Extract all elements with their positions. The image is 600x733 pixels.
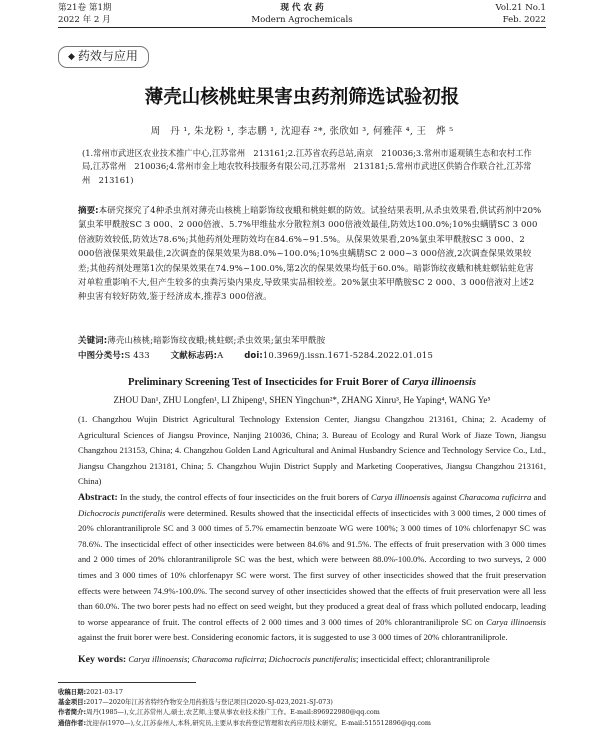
keyword: Characoma ruficirra — [191, 654, 265, 664]
title-en-main: Preliminary Screening Test of Insecticides for Fruit Borer of — [127, 377, 403, 388]
doc-code-value: A — [217, 350, 224, 360]
section-tag-label: 药效与应用 — [77, 49, 138, 63]
article-title-en — [58, 377, 546, 388]
abstract-cn-text: 本研究探究了4种杀虫剂对薄壳山核桃上暗影饰纹夜蛾和桃蛀螟的防效。试验结果表明,从杀虫效果看,供试药剂中20%氯虫苯甲酰胺SC 3 000、2 000倍液、5.7%甲维盐水分散粒剂3 000倍液效最佳,防效达100.0%;10%虫螨腈SC 3 000倍液防效较低,防效达78.6%;其他药剂处理防效均在84.6%~91.5%。从保果效果看,20%氯虫苯甲酰胺SC 3 000、2 000倍液保果效果最佳,2次调查的保果效果为88.0%~100.0%;10%虫螨腈SC 2 000~3 000倍液,2次调查保果效果较差;其他药剂处理第1次的保果效果在74.9%~100.0%,第2次的保果效果均低于60.0%。暗影饰纹夜蛾和桃蛀螟钻蛀危害对单粒重影响不大,但产生较多的虫粪污染内果皮,导致果实品相较差。20%氯虫苯甲酰胺SC 2 000、3 000倍液对上述2种虫害有较好防效,鉴于经济成本,推荐3 000倍液。 — [78, 205, 542, 302]
keywords-en: Key words: Carya illinoensis; Characoma ruficirra; Dichocrocis punctiferalis; insecticidal effect; chlorantraniliprole — [78, 654, 490, 665]
abstract-en-text-4: were determined. Results showed that the insecticidal effects of insecticides with 3 000 times, 2 000 times of 20% chlorantraniliprole SC and 3 000 times of 5.7% emamectin benzoate WG were 100%; 3 000 times of 10% chlorfenapyr SC was 78.6%. The insecticidal effect of other insecticides were between 84.6% and 91.5%. The effects of fruit preservation with 3 000 times and 2 000 times of 20% chlorantraniliprole SC was the best, which were between 88.0%-100.0%. According to two surveys, 2 000 times and 3 000 times of 10% chlorfenapyr SC were worst. The first survey of other insecticides showed that the fruit preservation effects were between 74.9%-100.0%. The second survey of other insecticides showed that the effects of fruit preservation were all less than 60.0%. The two borer pests had no effect on seed weight, but they produced a great deal of frass which polluted endocarp, leading to worse appearance of fruit. The control effects of 2 000 times and 3 000 times of 20% chlorantraniliprole SC on — [78, 507, 546, 627]
date-en: Feb. 2022 — [502, 15, 546, 25]
species-name: Carya illinoensis — [370, 492, 431, 502]
journal-name-en: Modern Agrochemicals — [251, 15, 353, 25]
volume-en: Vol.21 No.1 — [495, 3, 546, 13]
doi-value: 10.3969/j.issn.1671-5284.2022.01.015 — [262, 350, 433, 360]
article-meta-cn — [78, 348, 542, 362]
authors-cn: 周 丹 ¹, 朱龙粉 ¹, 李志鹏 ¹, 沈迎春 ²*, 张欣如 ³, 何雅萍 ⁴, 王 烨 ⁵ — [150, 126, 454, 137]
footnote-text: 沈迎春(1970—),女,江苏泰州人,本科,研究员,主要从事农药登记管理和农药应用技术研究。E-mail:515512896@qq.com — [86, 718, 431, 727]
affiliations-cn: (1.常州市武进区农业技术推广中心,江苏常州 213161;2.江苏省农药总站,南京 210036;3.常州市遥观镇生态和农村工作局,江苏常州 210036;4.常州市金上地农牧科技服务有限公司,江苏常州 213181;5.常州市武进区供销合作联合社,江苏常州 213161) — [82, 148, 532, 185]
footnote-label: 作者简介: — [58, 708, 87, 717]
authors-en: ZHOU Dan¹, ZHU Longfen¹, LI Zhipeng¹, SHEN Yingchun²*, ZHANG Xinru³, He Yaping⁴, WANG Ye⁵ — [113, 395, 491, 405]
footnote-text: 2017—2020年江苏省特经作物安全用药推选与登记项目(2020-SJ-023,2021-SJ-073) — [86, 698, 333, 707]
footnote-label: 收稿日期: — [58, 688, 87, 696]
abstract-en-text-1: In the study, the control effects of four insecticides on the fruit borers of — [117, 492, 371, 502]
footnote-label: 基金项目: — [58, 698, 87, 707]
affiliations-en: (1. Changzhou Wujin District Agricultural Technology Extension Center, Jiangsu Changzhou 213161, China; 2. Academy of Agricultural Sciences of Jiangsu Province, Nanjing 210036, China; 3. Bureau of Ecology and Rural Work of Jiaze Town, Jiangsu Changzhou 213153, China; 4. Changzhou Golden Land Agricultural and Animal Husbandry Science and Technology Service Co., Ltd., Jiangsu Changzhou 213181, China; 5. Changzhou Wujin District Supply and Marketing Cooperatives, Jiangsu Changzhou 213161, China) — [78, 414, 546, 487]
footnote-author — [58, 707, 560, 717]
keywords-cn-text: 薄壳山核桃;暗影饰纹夜蛾;桃蛀螟;杀虫效果;氯虫苯甲酰胺 — [107, 335, 326, 345]
header-rule — [58, 27, 546, 28]
footnote-rule — [58, 682, 196, 683]
keyword: Dichocrocis punctiferalis — [268, 654, 357, 664]
species-name: Carya illinoensis — [486, 616, 546, 627]
footnote-corresponding — [58, 718, 560, 728]
clc-value: S 433 — [124, 350, 150, 360]
abstract-en — [78, 490, 546, 646]
keyword: Carya illinoensis — [128, 654, 188, 664]
date-cn: 2022 年 2 月 — [58, 15, 111, 25]
footnote-funding — [58, 697, 560, 707]
diamond-icon: ◆ — [68, 52, 75, 62]
abstract-en-text-3: and — [531, 492, 546, 502]
journal-name-cn: 现 代 农 药 — [280, 3, 324, 13]
abstract-en-text-2: against — [430, 492, 459, 502]
abstract-en-text-5: against the fruit borer were best. Considering economic factors, it is suggested to use 3 000 times of 20% chlorantraniliprole. — [78, 632, 508, 643]
abstract-cn — [78, 203, 542, 304]
volume-cn: 第21卷 第1期 — [58, 3, 112, 13]
species-name: Dichocrocis punctiferalis — [78, 507, 166, 518]
abstract-cn-label: 摘要: — [78, 205, 99, 215]
keywords-en-rest: ; insecticidal effect; chlorantraniliprole — [356, 654, 490, 664]
species-name: Characoma ruficirra — [458, 492, 532, 502]
doc-code-label: 文献标志码: — [170, 350, 218, 360]
abstract-en-label: Abstract: — [78, 492, 118, 503]
article-title-cn: 薄壳山核桃蛀果害虫药剂筛选试验初报 — [144, 87, 460, 108]
footnotes — [58, 687, 560, 728]
doi-label: doi: — [244, 350, 263, 360]
footnote-text: 2021-03-17 — [86, 688, 123, 696]
footnote-received — [58, 687, 560, 697]
footnote-text: 周丹(1985—),女,江苏常州人,硕士,农艺师,主要从事农业技术推广工作。E-mail:896922980@qq.com — [86, 708, 380, 717]
keywords-en-label: Key words: — [78, 654, 127, 665]
clc-label: 中图分类号: — [78, 350, 125, 360]
keywords-cn-label: 关键词: — [78, 335, 108, 345]
keywords-cn — [78, 333, 542, 347]
title-en-species: Carya illinoensis — [402, 377, 477, 388]
section-tag — [58, 46, 149, 68]
footnote-label: 通信作者: — [58, 718, 87, 727]
